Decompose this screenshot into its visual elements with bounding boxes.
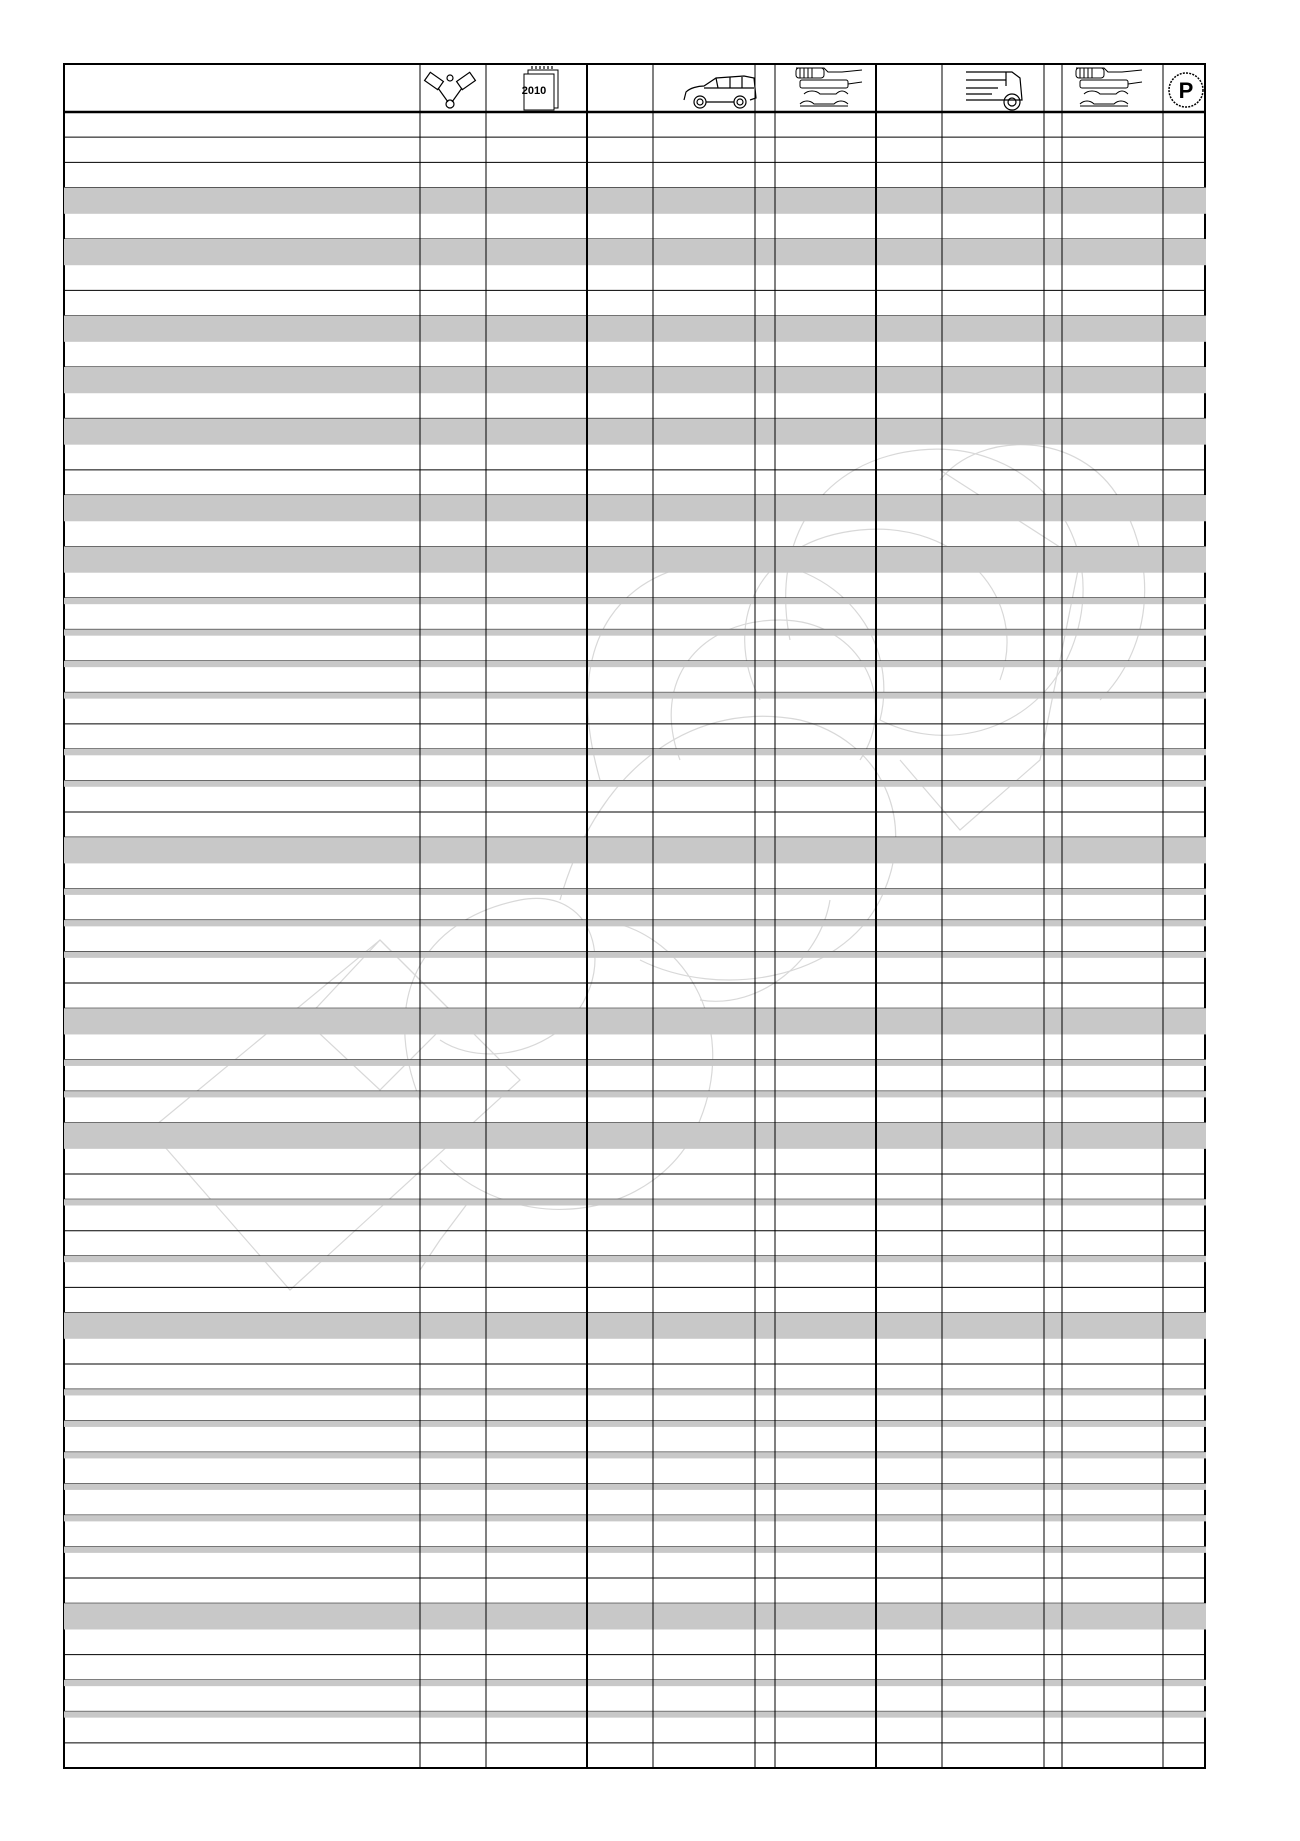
- separator-band: [64, 920, 1206, 926]
- section-band: [64, 1123, 1206, 1149]
- section-band: [64, 495, 1206, 521]
- section-band: [64, 188, 1206, 214]
- oil-service-icon: [786, 64, 868, 114]
- section-band: [64, 316, 1206, 342]
- pistons-icon: [420, 68, 480, 112]
- section-band: [64, 418, 1206, 444]
- separator-band: [64, 952, 1206, 958]
- separator-band: [64, 1256, 1206, 1262]
- separator-band: [64, 1389, 1206, 1395]
- separator-band: [64, 692, 1206, 698]
- separator-band: [64, 1060, 1206, 1066]
- separator-band: [64, 1199, 1206, 1205]
- section-band: [64, 1008, 1206, 1034]
- separator-band: [64, 1680, 1206, 1686]
- car-side-icon: [680, 68, 760, 112]
- separator-band: [64, 1547, 1206, 1553]
- separator-band: [64, 889, 1206, 895]
- separator-band: [64, 1515, 1206, 1521]
- separator-band: [64, 1484, 1206, 1490]
- separator-band: [64, 780, 1206, 786]
- separator-band: [64, 661, 1206, 667]
- section-band: [64, 239, 1206, 265]
- separator-band: [64, 629, 1206, 635]
- separator-band: [64, 749, 1206, 755]
- section-band: [64, 1313, 1206, 1339]
- car-rear-icon: [962, 66, 1028, 114]
- parking-p-label: P: [1178, 78, 1194, 103]
- separator-band: [64, 1711, 1206, 1717]
- parking-p-icon: [1166, 70, 1206, 110]
- section-band: [64, 367, 1206, 393]
- separator-band: [64, 1452, 1206, 1458]
- separator-band: [64, 598, 1206, 604]
- separator-band: [64, 1421, 1206, 1427]
- separator-band: [64, 1091, 1206, 1097]
- section-band: [64, 546, 1206, 572]
- section-band: [64, 1603, 1206, 1629]
- oil-service-icon: [1066, 64, 1148, 114]
- section-band: [64, 837, 1206, 863]
- calendar-year-label: 2010: [521, 85, 547, 97]
